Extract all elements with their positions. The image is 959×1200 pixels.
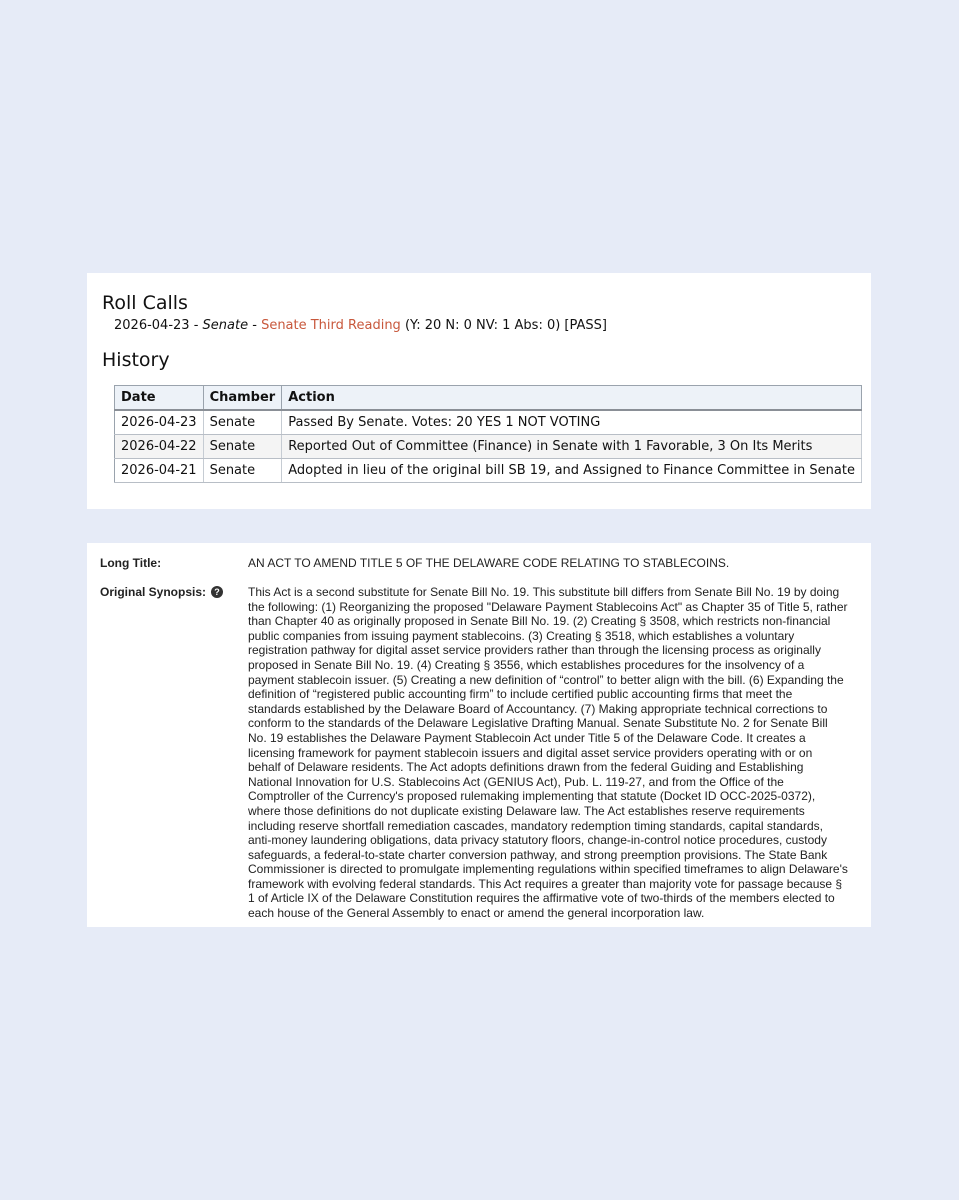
long-title-label: Long Title: [100,556,162,570]
roll-call-link[interactable]: Senate Third Reading [261,318,401,333]
table-row [115,410,862,435]
history-header-row [115,386,862,411]
synopsis-text: This Act is a second substitute for Senate Bill No. 19. This substitute bill differs from Senate Bill No. 19 by doing the following: (1) Reorganizing the proposed "Delaware Payment Stablecoins Act" as Chapter 35 of Title 5, rather than Chapter 40 as originally proposed in Senate Bill No. 19. (2) Creating § 3508, which restricts non-financial public companies from issuing payment stablecoins. (3) Creating § 3518, which establishes a voluntary registration pathway for digital asset service providers rather than through the licensing process as originally proposed in Senate Bill No. 19. (4) Creating § 3556, which establishes procedures for the insolvency of a payment stablecoin issuer. (5) Creating a new definition of “control” to better align with the bill. (6) Expanding the definition of “registered public accounting firm” to include certified public accounting firms that meet the standards established by the Delaware Board of Accountancy. (7) Making appropriate technical corrections to conform to the standards of the Delaware Legislative Drafting Manual. Senate Substitute No. 2 for Senate Bill No. 19 establishes the Delaware Payment Stablecoin Act under Title 5 of the Delaware Code. It creates a licensing framework for payment stablecoin issuers and digital asset service providers operating with or on behalf of Delaware residents. The Act adopts definitions drawn from the federal Guiding and Establishing National Innovation for U.S. Stablecoins Act (GENIUS Act), Pub. L. 119-27, and from the Office of the Comptroller of the Currency's proposed rulemaking implementing that statute (Docket ID OCC-2025-0372), where those definitions do not duplicate existing Delaware law. The Act establishes reserve requirements including reserve shortfall remediation cascades, mandatory redemption timing standards, capital standards, anti-money laundering obligations, data privacy statutory floors, change-in-control notice procedures, custody safeguards, a federal-to-state charter conversion pathway, and strong preemption provisions. The State Bank Commissioner is directed to promulgate implementing regulations within specified timeframes to align Delaware's framework with evolving federal standards. This Act requires a greater than majority vote for passage because § 1 of Article IX of the Delaware Constitution requires the affirmative vote of two-thirds of the members elected to each house of the General Assembly to enact or amend the general incorporation law. [248,585,848,921]
roll-call-separator: - [189,318,203,333]
roll-calls-heading: Roll Calls [102,292,188,314]
column-header-action[interactable]: Action [282,386,862,411]
roll-call-tally: (Y: 20 N: 0 NV: 1 Abs: 0) [PASS] [400,318,607,333]
roll-call-entry [114,318,607,333]
history-chamber-cell: Senate [203,459,282,483]
roll-calls-panel [87,273,871,509]
history-action-cell: Passed By Senate. Votes: 20 YES 1 NOT VOTING [282,410,862,435]
roll-call-separator: - [248,318,262,333]
roll-call-chamber: Senate [202,318,249,333]
synopsis-label-text: Original Synopsis: [100,585,207,599]
table-row [115,459,862,483]
long-title-value: AN ACT TO AMEND TITLE 5 OF THE DELAWARE CODE RELATING TO STABLECOINS. [248,556,730,570]
question-circle-icon[interactable]: ? [211,586,223,598]
history-chamber-cell: Senate [203,435,282,459]
synopsis-label [100,585,223,599]
table-row [115,435,862,459]
history-date-cell: 2026-04-22 [115,435,204,459]
column-header-date[interactable]: Date [115,386,204,411]
roll-call-date: 2026-04-23 [114,318,190,333]
history-action-cell: Reported Out of Committee (Finance) in Senate with 1 Favorable, 3 On Its Merits [282,435,862,459]
history-date-cell: 2026-04-21 [115,459,204,483]
bill-details-panel [87,543,871,927]
history-action-cell: Adopted in lieu of the original bill SB 19, and Assigned to Finance Committee in Senate [282,459,862,483]
history-heading: History [102,349,170,371]
column-header-chamber[interactable]: Chamber [203,386,282,411]
history-chamber-cell: Senate [203,410,282,435]
history-table [114,385,862,483]
history-date-cell: 2026-04-23 [115,410,204,435]
